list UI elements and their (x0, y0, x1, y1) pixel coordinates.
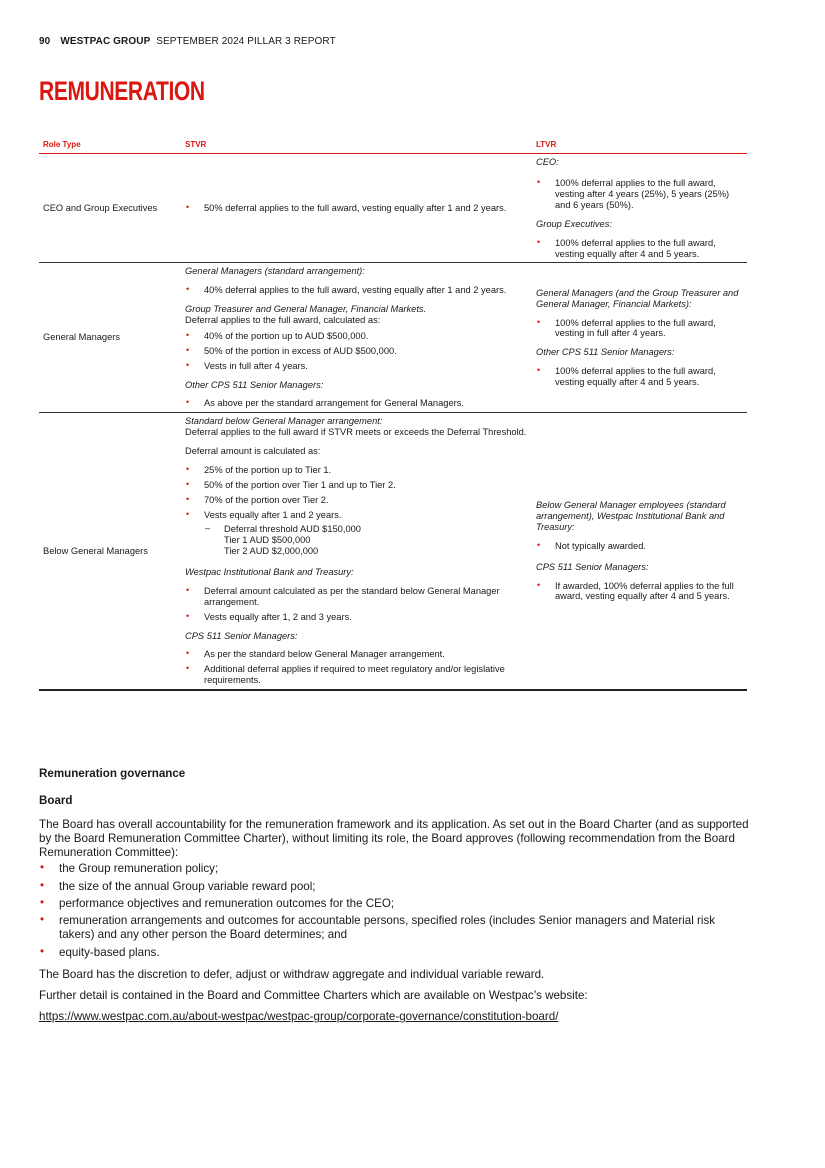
subheading: Group Executives: (536, 218, 612, 229)
ltvr-cell (532, 154, 747, 263)
governance-section (39, 767, 751, 1027)
board-heading: Board (39, 794, 73, 808)
subheading: CPS 511 Senior Managers: (185, 630, 298, 641)
list-item: • If awarded, 100% deferral applies to the full award, vesting equally after 4 and 5 years. (536, 581, 743, 603)
list-item: • 25% of the portion up to Tier 1. (185, 465, 528, 476)
stvr-cell (181, 154, 532, 263)
tier-2-line: Tier 2 AUD $2,000,000 (224, 546, 319, 557)
list-item: • 50% deferral applies to the full award, vesting equally after 1 and 2 years. (185, 203, 528, 214)
header-ltvr: LTVR (532, 136, 747, 154)
table-row-ceo (39, 154, 747, 263)
section-heading: Remuneration governance (39, 767, 186, 780)
subheading: CEO: (536, 157, 559, 168)
subheading: Other CPS 511 Senior Managers: (536, 347, 675, 358)
subheading: Standard below General Manager arrangement: (185, 416, 383, 427)
table-header-row (39, 136, 747, 154)
list-item: • the size of the annual Group variable reward pool; (39, 880, 751, 894)
deferral-table (39, 136, 747, 691)
constitution-board-link[interactable]: https://www.westpac.com.au/about-westpac/westpac-group/corporate-governance/constitution-board/ (39, 1010, 559, 1024)
bullet-list (536, 318, 743, 340)
stvr-cell (181, 263, 532, 413)
brand-name: WESTPAC GROUP (60, 36, 151, 47)
table-row-general-managers (39, 263, 747, 413)
ltvr-cell (532, 413, 747, 690)
paragraph: Deferral applies to the full award, calculated as: (185, 315, 381, 326)
bullet-list (185, 203, 528, 214)
subheading: General Managers (standard arrangement): (185, 266, 365, 277)
list-item: • Additional deferral applies if required to meet regulatory and/or legislative requirements. (185, 664, 528, 686)
header-stvr: STVR (181, 136, 532, 154)
list-item (204, 524, 528, 557)
list-item: • the Group remuneration policy; (39, 862, 751, 876)
list-item: • equity-based plans. (39, 946, 751, 960)
report-subtitle: SEPTEMBER 2024 PILLAR 3 REPORT (156, 36, 336, 47)
role-cell: General Managers (39, 263, 181, 413)
bullet-list (185, 586, 528, 623)
page-number: 90 (39, 36, 51, 47)
bullet-list (536, 238, 743, 260)
subheading: Group Treasurer and General Manager, Financial Markets. (185, 304, 427, 315)
list-item: • 50% of the portion over Tier 1 and up to Tier 2. (185, 480, 528, 491)
bullet-list (185, 649, 528, 686)
list-item: • Vests in full after 4 years. (185, 361, 528, 372)
intro-paragraph: The Board has overall accountability for the remuneration framework and its application. As set out in the Board Charter (and as supported by the Board Remuneration Committee Charter), without limiting its role, the Board approves (following recommendation from the Board Remuneration Committee): (39, 817, 749, 859)
dash-list (204, 524, 528, 557)
subheading: Westpac Institutional Bank and Treasury: (185, 567, 354, 578)
ltvr-cell (532, 263, 747, 413)
bullet-list (536, 178, 743, 211)
page-header (39, 36, 336, 47)
list-item: • Not typically awarded. (536, 541, 743, 552)
bullet-list (185, 331, 528, 372)
paragraph: Deferral applies to the full award if STVR meets or exceeds the Deferral Threshold. (185, 427, 527, 438)
list-item: • 40% of the portion up to AUD $500,000. (185, 331, 528, 342)
bullet-list (536, 541, 743, 552)
list-item: • As per the standard below General Manager arrangement. (185, 649, 528, 660)
list-item: • remuneration arrangements and outcomes for accountable persons, specified roles (includes Senior managers and Material risk takers) and any other person the Board determines; and (39, 914, 751, 943)
tier-1-line: Tier 1 AUD $500,000 (224, 535, 311, 546)
bullet-list (185, 398, 528, 409)
header-role-type: Role Type (39, 136, 181, 154)
threshold-line: – Deferral threshold AUD $150,000 (224, 524, 361, 535)
subheading: Below General Manager employees (standard arrangement), Westpac Institutional Bank and Treasury: (536, 500, 726, 532)
list-item: • Deferral amount calculated as per the standard below General Manager arrangement. (185, 586, 528, 608)
bullet-list (536, 366, 743, 388)
list-item: • 40% deferral applies to the full award, vesting equally after 1 and 2 years. (185, 285, 528, 296)
approval-list (39, 862, 751, 960)
discretion-paragraph: The Board has the discretion to defer, adjust or withdraw aggregate and individual variable reward. (39, 967, 545, 981)
role-cell: CEO and Group Executives (39, 154, 181, 263)
list-item: • Vests equally after 1, 2 and 3 years. (185, 612, 528, 623)
bullet-list (536, 581, 743, 603)
list-item: • 70% of the portion over Tier 2. (185, 495, 528, 506)
paragraph: Deferral amount is calculated as: (185, 446, 321, 457)
subheading: Other CPS 511 Senior Managers: (185, 379, 324, 390)
list-item: • 100% deferral applies to the full award, vesting in full after 4 years. (536, 318, 743, 340)
list-item: • 100% deferral applies to the full award, vesting after 4 years (25%), 5 years (25%) and 6 years (50%). (536, 178, 743, 211)
further-detail-paragraph: Further detail is contained in the Board and Committee Charters which are available on Westpac’s website: (39, 989, 588, 1002)
list-item: • 50% of the portion in excess of AUD $500,000. (185, 346, 528, 357)
page-title: REMUNERATION (39, 76, 205, 106)
list-item: • Vests equally after 1 and 2 years. (185, 510, 528, 521)
table-row-below-general-managers (39, 413, 747, 690)
bullet-list (185, 285, 528, 296)
subheading: General Managers (and the Group Treasurer and General Manager, Financial Markets): (536, 287, 739, 309)
list-item: • performance objectives and remuneration outcomes for the CEO; (39, 897, 751, 911)
list-item: • 100% deferral applies to the full award, vesting equally after 4 and 5 years. (536, 238, 743, 260)
list-item: • 100% deferral applies to the full award, vesting equally after 4 and 5 years. (536, 366, 743, 388)
bullet-list (185, 465, 528, 521)
subheading: CPS 511 Senior Managers: (536, 561, 649, 572)
role-cell: Below General Managers (39, 413, 181, 690)
stvr-cell (181, 413, 532, 690)
list-item: • As above per the standard arrangement for General Managers. (185, 398, 528, 409)
